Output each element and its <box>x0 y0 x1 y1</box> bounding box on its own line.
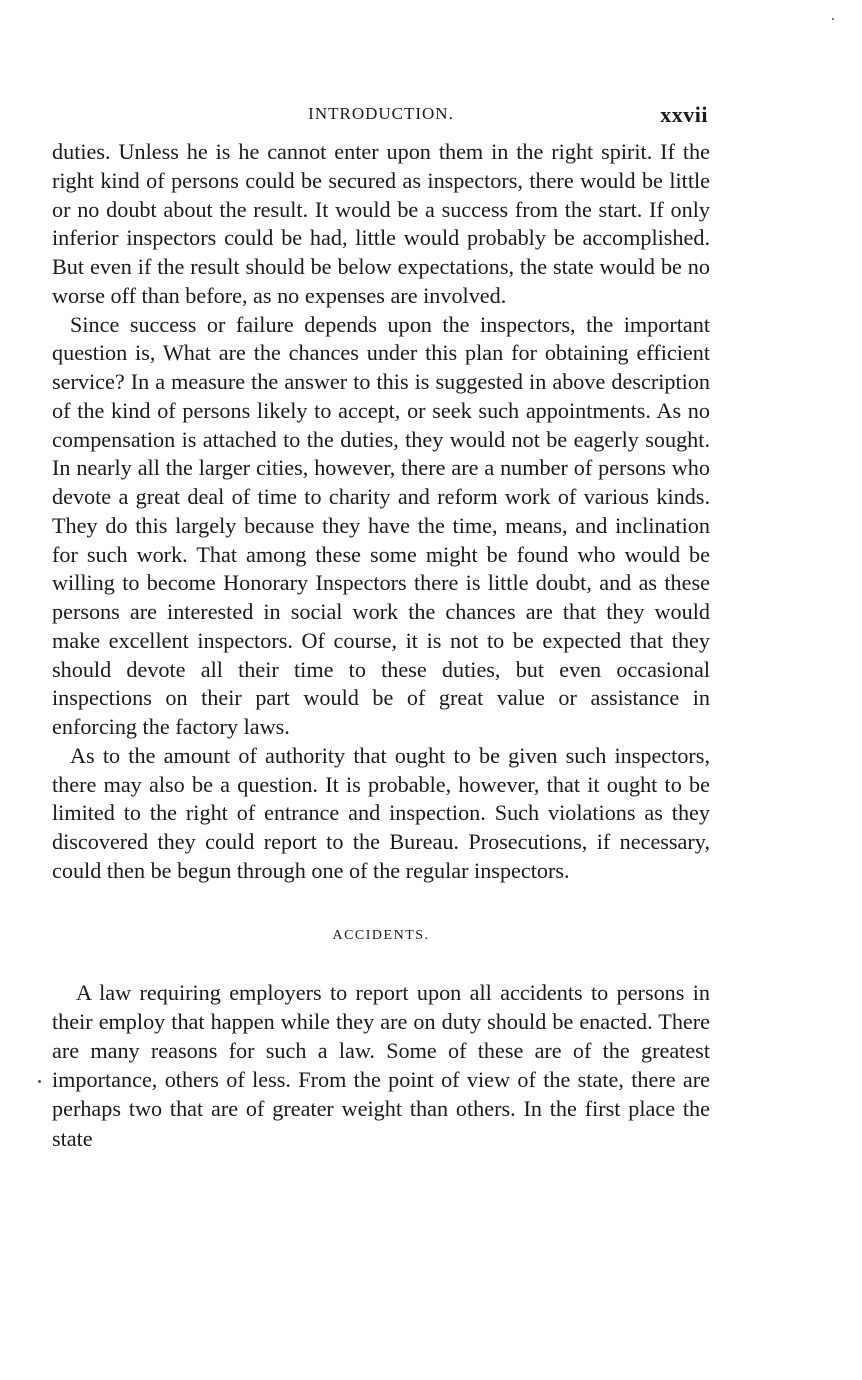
page-number: xxvii <box>660 102 708 127</box>
paragraph-1: duties. Unless he is he cannot enter upon them in the right spirit. If the right kind of persons could be secured as inspectors, there would be little or no doubt about the result. It would be a success from the start. If only inferior inspectors could be had, little would probably be accomplished. But even if the result should be below expectations, the state would be no worse off than before, as no expenses are involved. <box>52 139 710 308</box>
running-title: INTRODUCTION. <box>308 104 454 123</box>
paper-speck <box>832 18 834 20</box>
accidents-body <box>52 978 710 1153</box>
document-page <box>52 102 710 1153</box>
paper-speck <box>38 1080 41 1083</box>
paragraph-3: As to the amount of authority that ought to be given such inspectors, there may also be a question. It is probable, however, that it ought to be limited to the right of entrance and inspection. Such violations as they discovered they could report to the Bureau. Prosecutions, if necessary, could then be begun through one of the regular inspectors. <box>52 742 710 883</box>
body-text <box>52 138 710 886</box>
section-heading-accidents: ACCIDENTS. <box>332 927 430 943</box>
paragraph-2: Since success or failure depends upon the inspectors, the important question is, What are the chances under this plan for obtaining efficient service? In a measure the answer to this is suggested in above description of the kind of persons likely to accept, or seek such appointments. As no compensation is attached to the duties, they would not be eagerly sought. In nearly all the larger cities, however, there are a number of persons who devote a great deal of time to charity and reform work of various kinds. They do this largely because they have the time, means, and inclination for such work. That among these some might be found who would be willing to become Honorary Inspectors there is little doubt, and as these persons are interested in social work the chances are that they would make excellent inspectors. Of course, it is not to be expected that they should devote all their time to these duties, but even occasional inspections on their part would be of great value or assistance in enforcing the factory laws. <box>52 311 710 739</box>
running-head <box>52 102 710 138</box>
accidents-paragraph-1: A law requiring employers to report upon all accidents to persons in their employ that happen while they are on duty should be enacted. There are many reasons for such a law. Some of these are of the greatest importance, others of less. From the point of view of the state, there are perhaps two that are of greater weight than others. In the first place the state <box>52 979 710 1151</box>
